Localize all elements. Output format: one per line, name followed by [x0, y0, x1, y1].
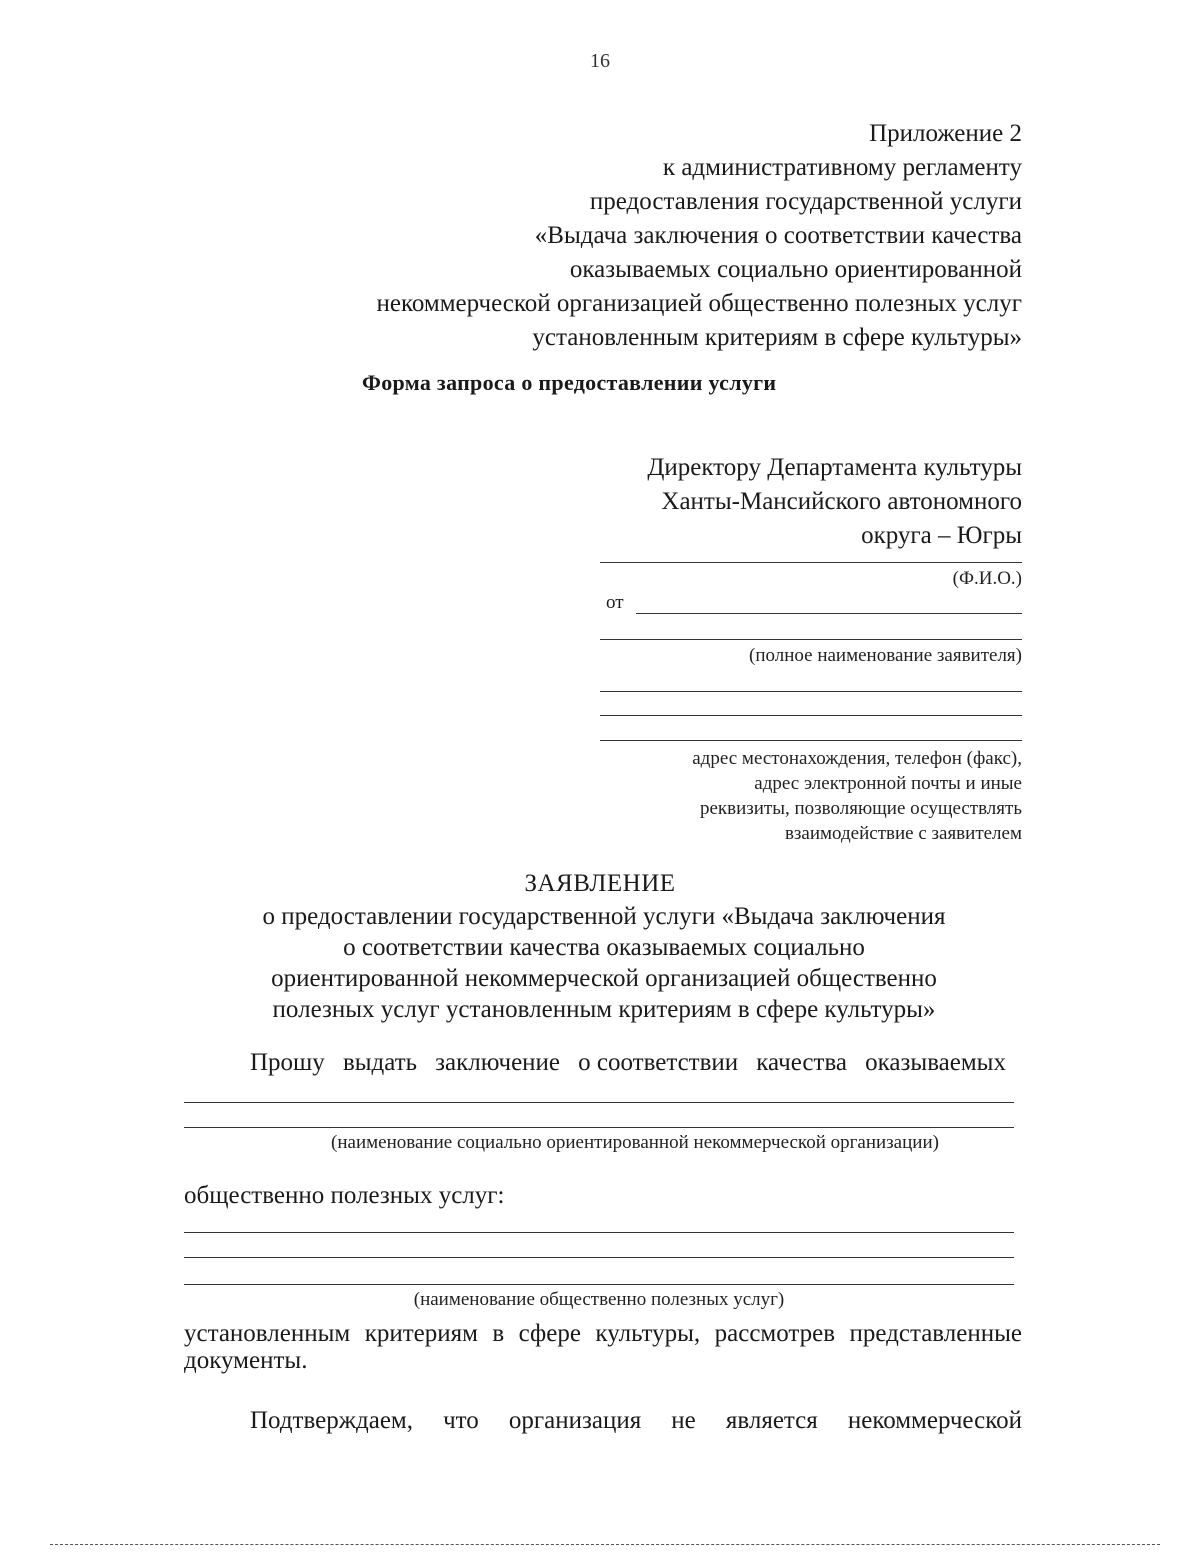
address-fill-line-1[interactable]: [600, 691, 1022, 692]
statement-subtitle: [200, 901, 1008, 1025]
criteria-word: рассмотрев: [714, 1320, 836, 1347]
appendix-line: предоставления государственной услуги: [589, 188, 1022, 215]
statement-subtitle-line: полезных услуг установленным критериям в сфере культуры»: [272, 996, 936, 1023]
confirm-word: не: [671, 1407, 696, 1434]
contacts-caption-line: адрес электронной почты и иные: [754, 773, 1022, 794]
addressee-line: Ханты-Мансийского автономного: [661, 488, 1022, 515]
criteria-word: сфере: [518, 1320, 581, 1347]
criteria-word: установленным: [184, 1320, 351, 1347]
request-word: о соответствии: [578, 1049, 739, 1076]
appendix-line: некоммерческой организацией общественно полезных услуг: [376, 290, 1022, 317]
from-label: от: [606, 592, 624, 613]
services-fill-line-1[interactable]: [184, 1232, 1014, 1233]
address-fill-line-2[interactable]: [600, 715, 1022, 716]
addressee-block: [522, 451, 1022, 553]
appendix-line: к административному регламенту: [662, 154, 1022, 181]
appendix-header: [262, 117, 1022, 355]
statement-subtitle-line: о предоставлении государственной услуги «Выдача заключения: [262, 903, 946, 930]
applicant-caption: (полное наименование заявителя): [749, 645, 1022, 666]
request-word: заключение: [435, 1049, 561, 1076]
confirm-line: [250, 1405, 1022, 1436]
request-word: Прошу: [250, 1049, 325, 1076]
org-fill-line-1[interactable]: [184, 1102, 1014, 1103]
org-fill-line-2[interactable]: [184, 1127, 1014, 1128]
statement-subtitle-line: о соответствии качества оказываемых социально: [343, 934, 865, 961]
fio-fill-line[interactable]: [600, 562, 1022, 563]
services-fill-line-2[interactable]: [184, 1257, 1014, 1258]
statement-subtitle-line: ориентированной некоммерческой организацией общественно: [271, 965, 937, 992]
criteria-word: представленные: [849, 1320, 1022, 1347]
appendix-line: оказываемых социально ориентированной: [569, 256, 1022, 283]
appendix-line: «Выдача заключения о соответствии качества: [534, 222, 1022, 249]
org-caption: (наименование социально ориентированной некоммерческой организации): [331, 1132, 939, 1153]
from-fill-line[interactable]: [636, 613, 1022, 614]
services-label: общественно полезных услуг:: [184, 1182, 505, 1209]
contacts-caption: [542, 746, 1022, 846]
contacts-caption-line: адрес местонахождения, телефон (факс),: [692, 748, 1022, 769]
appendix-line: установленным критериям в сфере культуры»: [532, 324, 1022, 351]
form-title: Форма запроса о предоставлении услуги: [362, 370, 777, 395]
confirm-word: является: [725, 1407, 818, 1434]
criteria-word: в: [492, 1320, 505, 1347]
contacts-caption-line: реквизиты, позволяющие осуществлять: [699, 798, 1022, 819]
page-number: 16: [590, 50, 610, 72]
services-caption: (наименование общественно полезных услуг): [413, 1289, 785, 1310]
addressee-line: округа – Югры: [861, 522, 1022, 549]
request-word: качества: [756, 1049, 848, 1076]
services-fill-line-3[interactable]: [184, 1284, 1014, 1285]
request-word: выдать: [342, 1049, 418, 1076]
request-word: оказываемых: [865, 1049, 1006, 1076]
criteria-line: [184, 1318, 1022, 1349]
confirm-word: Подтверждаем,: [250, 1407, 413, 1434]
confirm-word: что: [443, 1407, 479, 1434]
scan-edge-line: [50, 1544, 1160, 1545]
applicant-fill-line[interactable]: [600, 639, 1022, 640]
fio-caption: (Ф.И.О.): [952, 568, 1022, 589]
criteria-word: культуры,: [595, 1320, 701, 1347]
confirm-word: некоммерческой: [847, 1407, 1022, 1434]
address-fill-line-3[interactable]: [600, 740, 1022, 741]
contacts-caption-line: взаимодействие с заявителем: [784, 823, 1022, 844]
appendix-line: Приложение 2: [869, 120, 1022, 147]
request-line: [250, 1047, 1006, 1078]
confirm-word: организация: [508, 1407, 642, 1434]
statement-title: ЗАЯВЛЕНИЕ: [524, 870, 676, 897]
addressee-line: Директору Департамента культуры: [647, 454, 1022, 481]
criteria-word: критериям: [364, 1320, 478, 1347]
criteria-line-2: документы.: [184, 1347, 308, 1374]
